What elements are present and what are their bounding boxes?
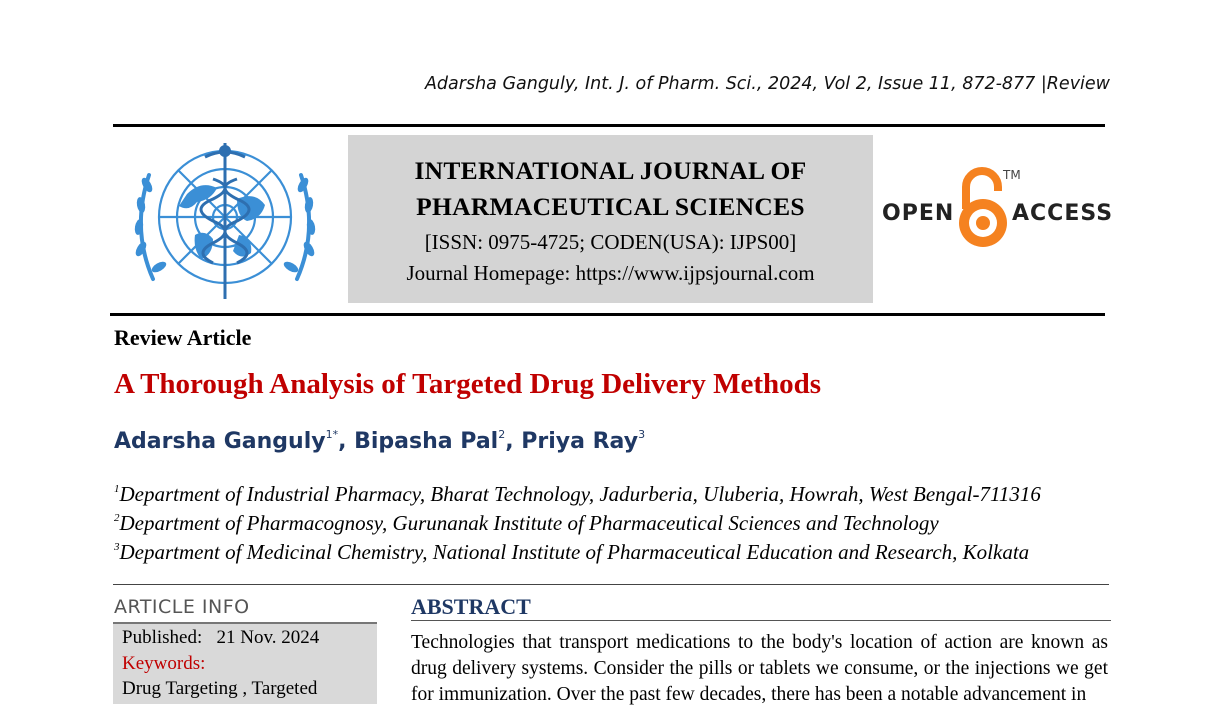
journal-name-line1: INTERNATIONAL JOURNAL OF: [414, 156, 807, 185]
author-name[interactable]: Bipasha Pal: [354, 429, 499, 454]
article-info-heading: ARTICLE INFO: [114, 596, 250, 618]
author-affiliation-mark: 3: [638, 428, 646, 441]
author-name[interactable]: Priya Ray: [521, 429, 639, 454]
abstract-text: Technologies that transport medications to the body's location of action are known as drug delivery systems. Consider the pills or tablets we consume, or the injections we get for immunization. Over the past few decades, there has been a notable advancement in: [411, 632, 1108, 705]
journal-homepage[interactable]: Journal Homepage: https://www.ijpsjournal.com: [406, 261, 815, 285]
journal-name: [348, 153, 873, 225]
author-separator: ,: [338, 429, 355, 454]
affiliation-3: [114, 540, 1029, 565]
affiliation-text: Department of Industrial Pharmacy, Bharat Technology, Jadurberia, Uluberia, Howrah, West Bengal-711316: [119, 482, 1041, 506]
open-access-logo: [880, 165, 1114, 255]
article-type: Review Article: [114, 325, 252, 350]
affiliation-number: 2: [114, 512, 120, 524]
running-head: Adarsha Ganguly, Int. J. of Pharm. Sci., 2024, Vol 2, Issue 11, 872-877 |Review: [424, 74, 1110, 94]
un-emblem-icon: [127, 139, 323, 305]
published-label: Published:: [122, 627, 203, 648]
journal-issn: [ISSN: 0975-4725; CODEN(USA): IJPS00]: [424, 230, 797, 254]
open-access-left-text: OPEN: [882, 201, 955, 226]
keywords-label: Keywords:: [122, 653, 206, 674]
trademark-label: TM: [1003, 168, 1021, 182]
abstract-heading: ABSTRACT: [411, 594, 531, 619]
header-rule-top: [113, 124, 1105, 127]
journal-masthead: [348, 135, 873, 303]
published-date: 21 Nov. 2024: [216, 627, 320, 648]
header-rule-bottom: [110, 313, 1105, 316]
author-list: [114, 428, 645, 454]
affiliation-text: Department of Pharmacognosy, Gurunanak Institute of Pharmaceutical Sciences and Technology: [119, 511, 939, 535]
affiliation-1: [114, 482, 1041, 507]
article-title: A Thorough Analysis of Targeted Drug Delivery Methods: [114, 368, 822, 400]
author-separator: ,: [505, 429, 522, 454]
abstract-rule: [411, 620, 1111, 621]
keywords-value: Drug Targeting , Targeted: [122, 678, 318, 699]
affiliation-text: Department of Medicinal Chemistry, National Institute of Pharmaceutical Education and Research, Kolkata: [119, 540, 1030, 564]
affiliation-number: 1: [114, 483, 120, 495]
affiliation-number: 3: [114, 541, 120, 553]
author-name[interactable]: Adarsha Ganguly: [114, 429, 326, 454]
journal-name-line2: PHARMACEUTICAL SCIENCES: [416, 192, 805, 221]
open-access-right-text: ACCESS: [1012, 201, 1114, 226]
section-divider: [113, 584, 1109, 585]
author-affiliation-mark: 2: [498, 428, 506, 441]
published-row: [122, 627, 319, 649]
affiliation-2: [114, 511, 939, 536]
author-affiliation-mark: 1*: [325, 428, 339, 441]
